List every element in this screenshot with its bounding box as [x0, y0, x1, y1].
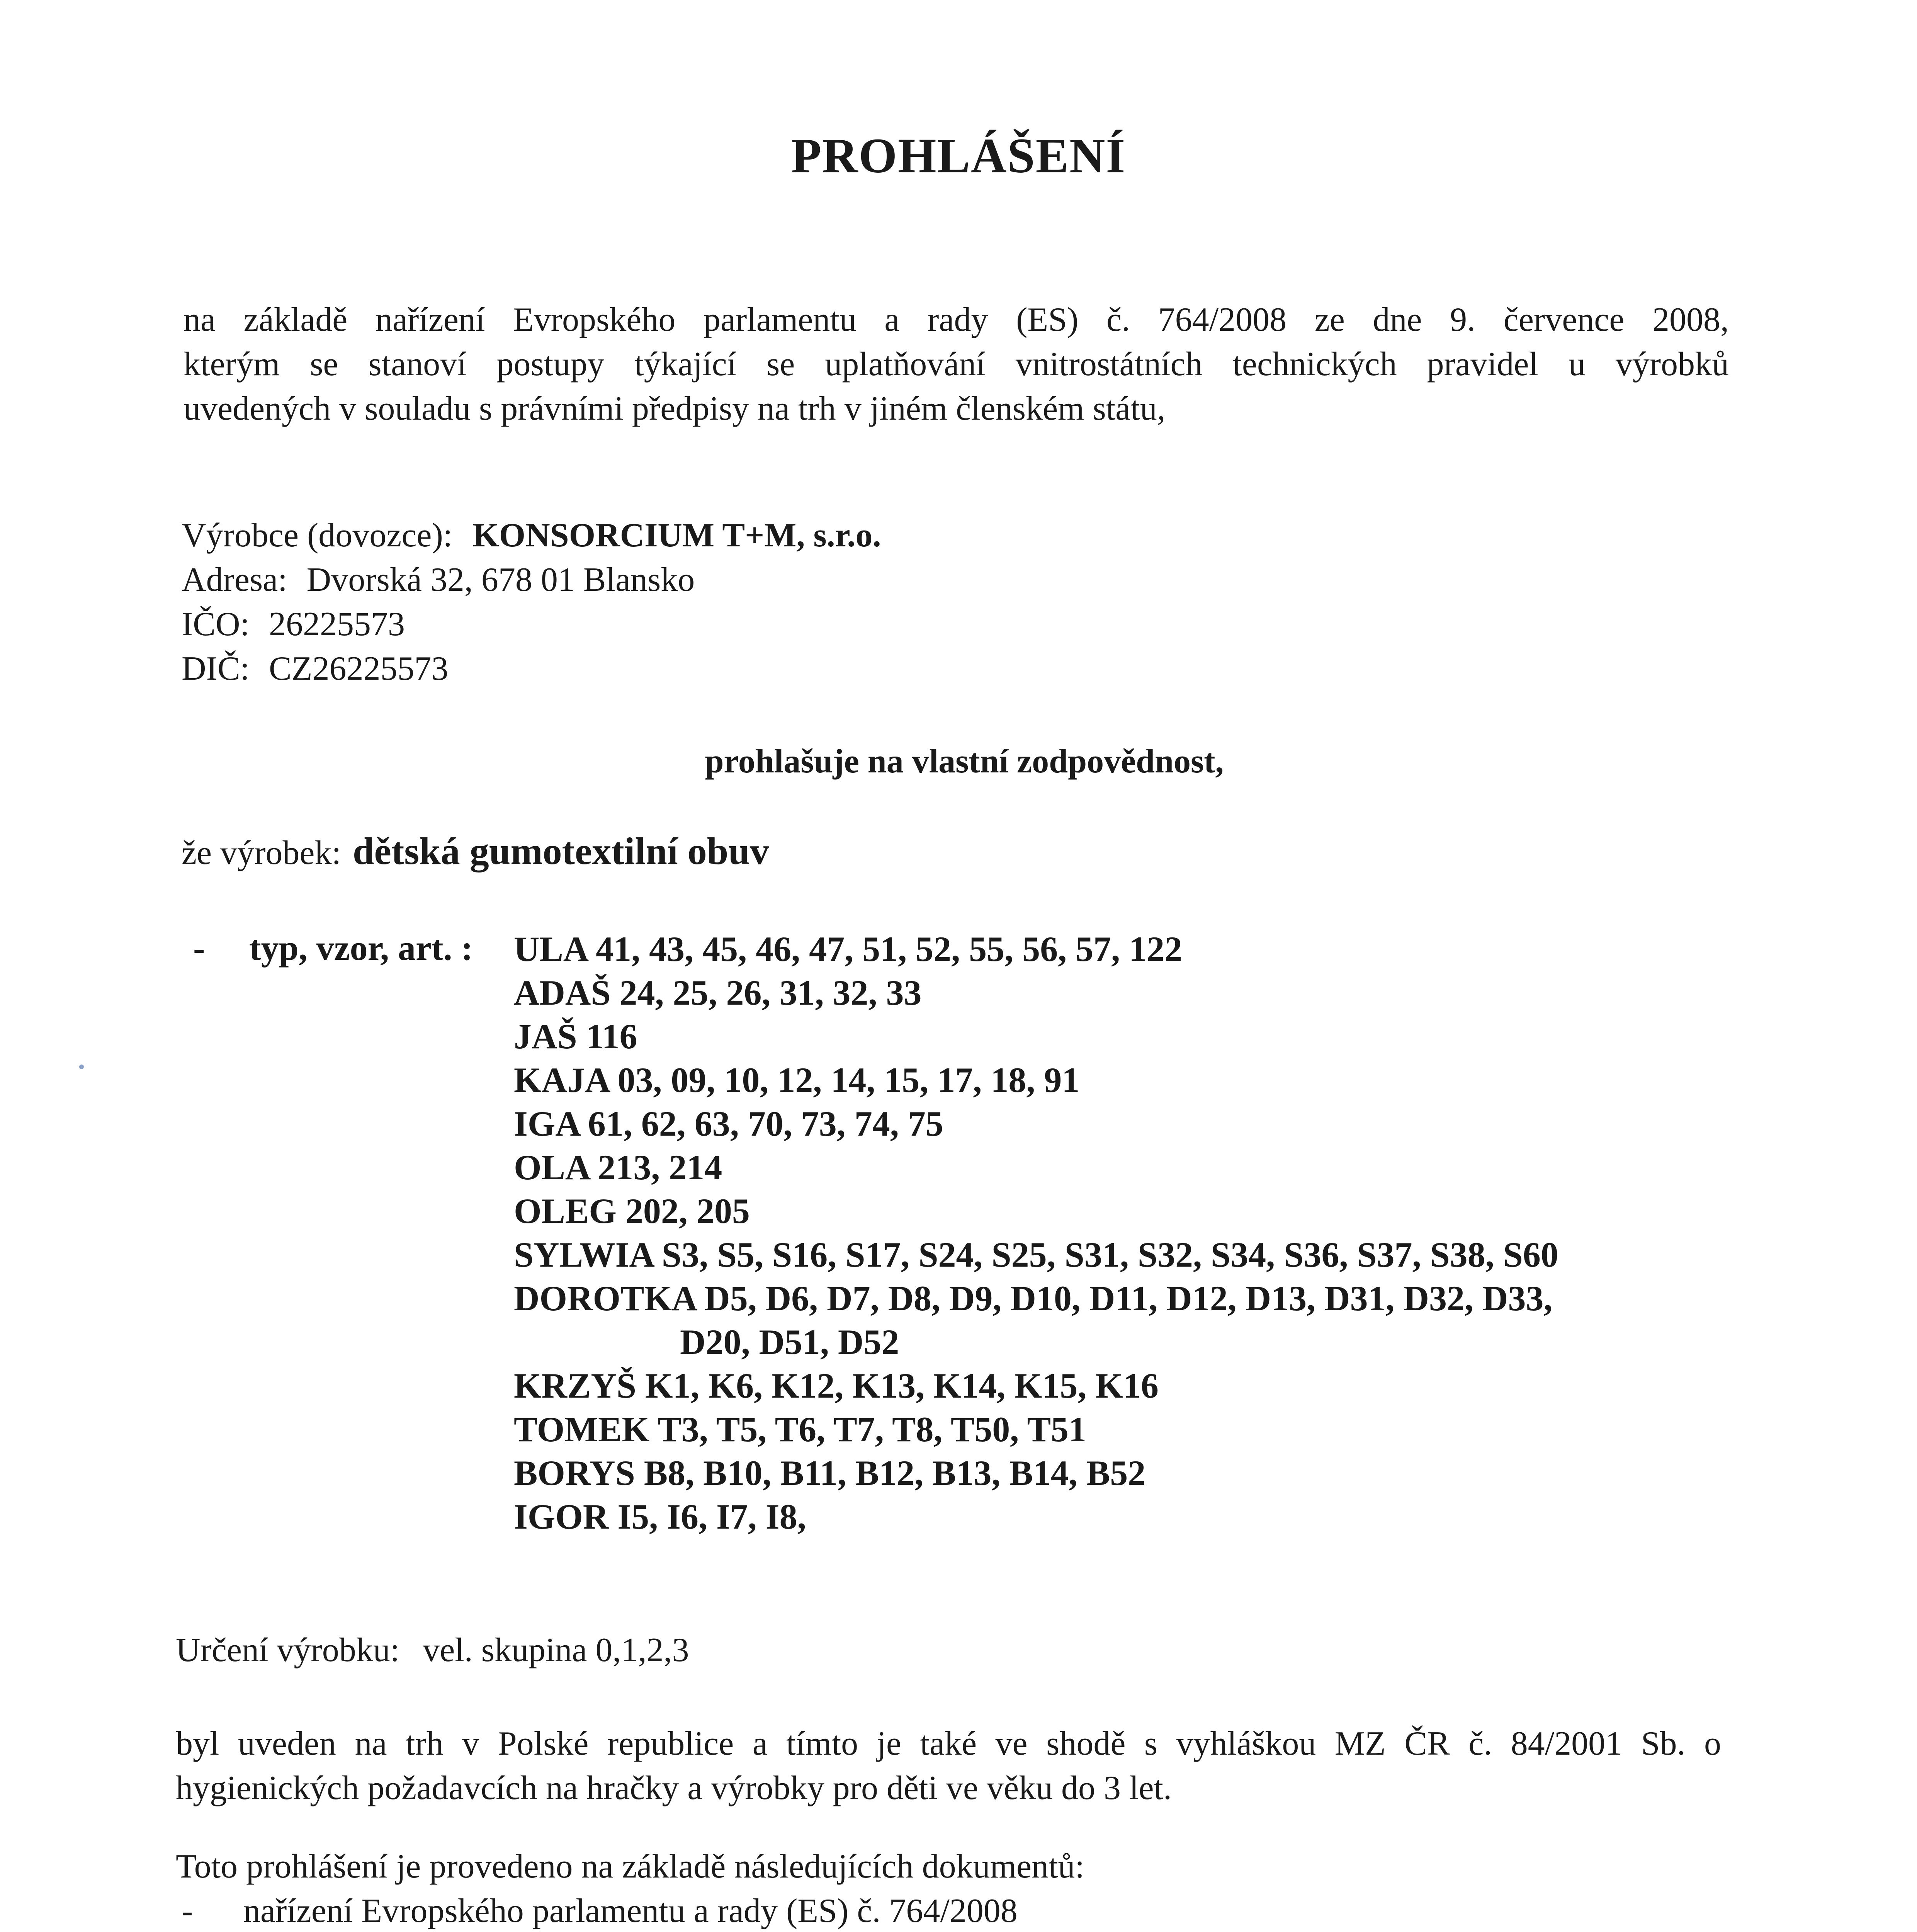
ico-row	[182, 605, 405, 644]
product-label: že výrobek:	[182, 834, 341, 872]
intro-line: na základě nařízení Evropského parlamentu a rady (ES) č. 764/2008 ze dne 9. července 2008,	[184, 301, 1729, 338]
type-item: DOROTKA D5, D6, D7, D8, D9, D10, D11, D12, D13, D31, D32, D33,	[514, 1279, 1553, 1318]
type-item: IGA 61, 62, 63, 70, 73, 74, 75	[514, 1104, 943, 1143]
ico-value: 26225573	[269, 605, 405, 643]
documents-intro: Toto prohlášení je provedeno na základě následujících dokumentů:	[176, 1848, 1084, 1885]
address-row	[182, 560, 695, 599]
manufacturer-row	[182, 516, 881, 555]
address-value: Dvorská 32, 678 01 Blansko	[306, 561, 695, 599]
scan-speck	[79, 1065, 84, 1069]
types-label: typ, vzor, art. :	[249, 928, 473, 968]
type-item: OLEG 202, 205	[514, 1191, 750, 1231]
type-item: TOMEK T3, T5, T6, T7, T8, T50, T51	[514, 1410, 1086, 1449]
document-item	[182, 1891, 1018, 1930]
list-dash: -	[182, 1892, 193, 1930]
product-name: dětská gumotextilní obuv	[352, 830, 769, 872]
types-dash: -	[193, 928, 205, 968]
ico-label: IČO:	[182, 605, 250, 643]
type-item: SYLWIA S3, S5, S16, S17, S24, S25, S31, S32, S34, S36, S37, S38, S60	[514, 1235, 1558, 1274]
purpose-label: Určení výrobku:	[176, 1631, 400, 1669]
purpose-row	[176, 1631, 689, 1670]
type-item: KAJA 03, 09, 10, 12, 14, 15, 17, 18, 91	[514, 1060, 1080, 1100]
dic-label: DIČ:	[182, 650, 250, 687]
intro-line: uvedených v souladu s právními předpisy na trh v jiném členském státu,	[184, 390, 1166, 427]
type-item: ADAŠ 24, 25, 26, 31, 32, 33	[514, 973, 922, 1012]
intro-paragraph	[184, 298, 1729, 431]
manufacturer-label: Výrobce (dovozce):	[182, 517, 453, 554]
market-paragraph	[176, 1721, 1721, 1810]
type-item: BORYS B8, B10, B11, B12, B13, B14, B52	[514, 1453, 1146, 1493]
dic-row	[182, 649, 448, 688]
type-item: IGOR I5, I6, I7, I8,	[514, 1497, 806, 1536]
market-line: hygienických požadavcích na hračky a výrobky pro děti ve věku do 3 let.	[176, 1769, 1172, 1807]
product-row	[182, 829, 769, 873]
type-item: KRZYŠ K1, K6, K12, K13, K14, K15, K16	[514, 1366, 1159, 1405]
market-line: byl uveden na trh v Polské republice a tímto je také ve shodě s vyhláškou MZ ČR č. 84/2001 Sb. o	[176, 1725, 1721, 1762]
dic-value: CZ26225573	[269, 650, 449, 687]
declaration-statement: prohlašuje na vlastní zodpovědnost,	[705, 743, 1224, 780]
intro-line: kterým se stanoví postupy týkající se uplatňování vnitrostátních technických pravidel u výrobků	[184, 345, 1729, 383]
type-item: JAŠ 116	[514, 1017, 637, 1056]
type-item: ULA 41, 43, 45, 46, 47, 51, 52, 55, 56, 57, 122	[514, 929, 1183, 969]
document-item-text: nařízení Evropského parlamentu a rady (ES) č. 764/2008	[243, 1892, 1018, 1930]
manufacturer-name: KONSORCIUM T+M, s.r.o.	[472, 517, 881, 554]
purpose-value: vel. skupina 0,1,2,3	[423, 1631, 689, 1669]
types-list	[514, 927, 1558, 1539]
type-item: D20, D51, D52	[680, 1322, 899, 1362]
document-title: PROHLÁŠENÍ	[791, 128, 1126, 183]
type-item: OLA 213, 214	[514, 1148, 722, 1187]
address-label: Adresa:	[182, 561, 287, 599]
